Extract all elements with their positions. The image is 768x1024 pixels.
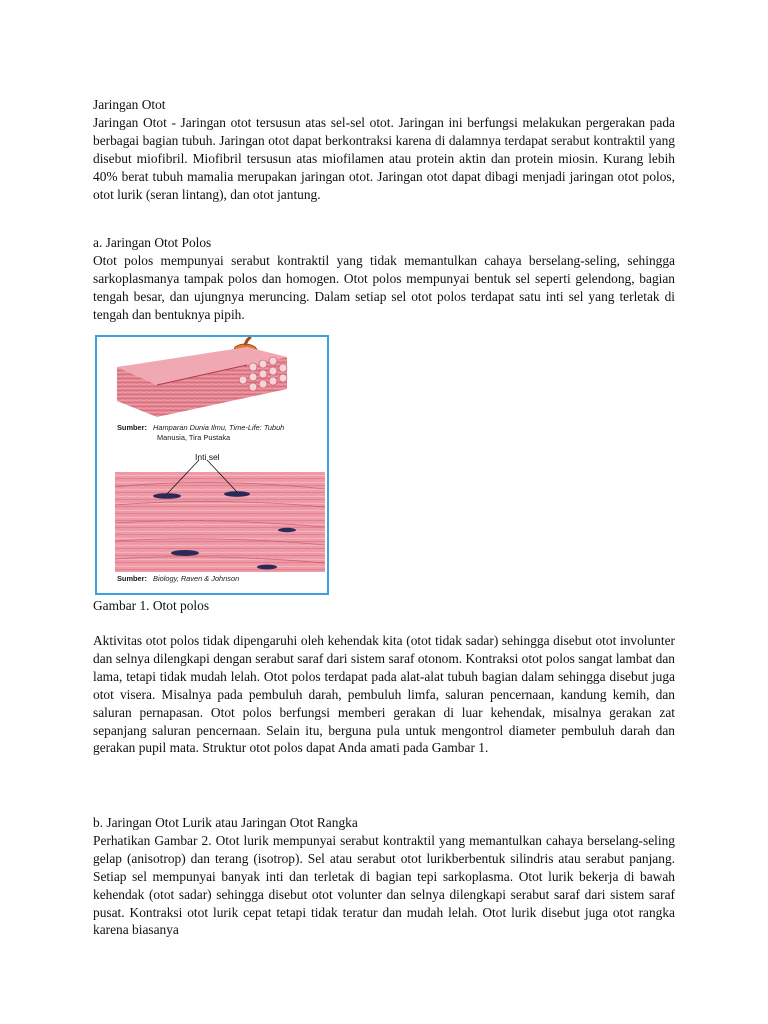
source-1 <box>117 423 284 432</box>
source-2-text <box>153 574 239 583</box>
figure-caption-text: Gambar 1. Otot polos <box>93 598 210 613</box>
muscle-bundle-drawing <box>117 347 287 417</box>
page-title: Jaringan Otot <box>93 97 166 112</box>
source-2 <box>117 574 239 583</box>
source-1-text <box>153 423 284 432</box>
section-a-paragraph: Otot polos mempunyai serabut kontraktil yang tidak memantulkan cahaya berselang-seling, sehingga sarkoplasmanya tampak polos dan homogen. Otot polos mempunyai bentuk sel seperti gelendong, bagian tengah besar, dan ujungnya meruncing. Dalam setiap sel otot polos terdapat satu inti sel yang terletak di tengah dan bentuknya pipih. <box>93 252 675 322</box>
figure-otot-polos <box>95 335 329 595</box>
source-1-text2: Manusia, Tira Pustaka <box>157 433 231 442</box>
muscle-illustration <box>97 337 327 593</box>
tissue-micrograph <box>115 460 325 572</box>
section-a-block <box>93 234 675 324</box>
intro-paragraph: Jaringan Otot - Jaringan otot tersusun atas sel-sel otot. Jaringan ini berfungsi melakukan pergerakan pada berbagai bagian tubuh. Jaringan otot dapat berkontraksi karena di dalamnya terdapat serabut kontraktil yang disebut miofibril. Miofibril tersusun atas miofilamen atau protein aktin dan protein miosin. Kurang lebih 40% berat tubuh mamalia merupakan jaringan otot. Jaringan otot dapat dibagi menjadi jaringan otot polos, otot lurik (seran lintang), dan otot jantung. <box>93 114 675 202</box>
body-paragraph-after: Aktivitas otot polos tidak dipengaruhi oleh kehendak kita (otot tidak sadar) sehingga disebut otot involunter dan selnya dilengkapi dengan serabut saraf dari sistem saraf otonom. Kontraksi otot polos sangat lambat dan lama, tetapi tidak mudah lelah. Otot polos terdapat pada alat-alat tubuh bagian dalam sehingga disebut juga otot visera. Misalnya pada pembuluh darah, pembuluh limfa, saluran pencernaan, kandung kemih, dan saluran pernapasan. Otot polos berfungsi memberi gerakan di luar kehendak, misalnya gerakan zat sepanjang saluran pencernaan. Selain itu, berguna pula untuk mengontrol diameter pembuluh darah dan gerakan pupil mata. Struktur otot polos dapat Anda amati pada Gambar 1. <box>93 633 675 756</box>
inti-sel-label: Inti sel <box>195 452 220 462</box>
source-2-label: Sumber: <box>117 574 147 583</box>
paragraph-after-figure <box>93 632 675 757</box>
source-1-label: Sumber: <box>117 423 147 432</box>
figure-caption <box>93 597 675 615</box>
source-1-cont <box>157 433 230 442</box>
intro-block <box>93 96 675 203</box>
section-b-heading: b. Jaringan Otot Lurik atau Jaringan Otot Rangka <box>93 815 358 830</box>
source-1-italic: Hamparan Dunia Ilmu, Time-Life: Tubuh <box>153 423 285 432</box>
section-b-block <box>93 814 675 939</box>
section-b-paragraph: Perhatikan Gambar 2. Otot lurik mempunyai serabut kontraktil yang memantulkan cahaya berselang-seling gelap (anisotrop) dan terang (isotrop). Sel atau serabut otot lurikberbentuk silindris atau serabut panjang. Setiap sel mempunyai banyak inti dan terletak di bagian tepi sarkoplasma. Otot lurik bekerja di bawah kehendak (otot sadar) sehingga disebut otot volunter dan selnya dilengkapi serabut saraf dari sistem saraf pusat. Kontraksi otot lurik cepat tetapi tidak teratur dan mudah lelah. Otot lurik disebut juga otot rangka karena biasanya <box>93 832 675 938</box>
section-a-heading: a. Jaringan Otot Polos <box>93 235 212 250</box>
source-2-italic: Biology, Raven & Johnson <box>153 574 240 583</box>
